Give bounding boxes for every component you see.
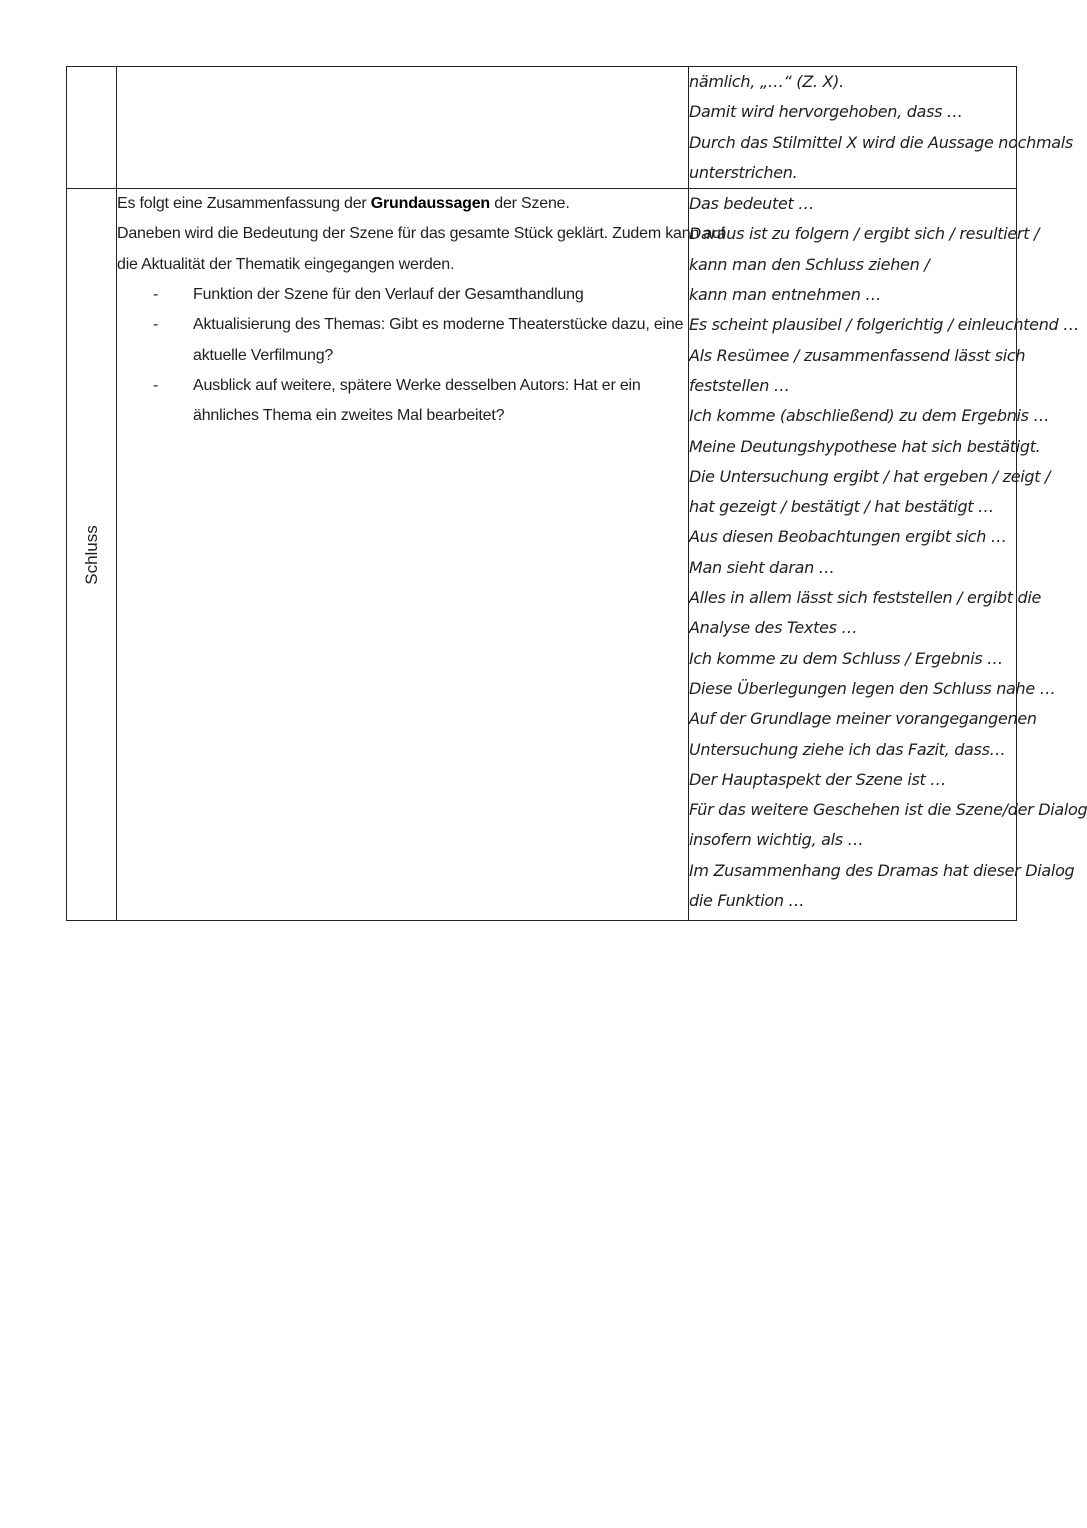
description-cell-empty	[117, 67, 689, 189]
phrase-line: Diese Überlegungen legen den Schluss nahe …	[689, 678, 1056, 698]
phrase-line: kann man den Schluss ziehen /	[689, 254, 930, 274]
phrase-line: insofern wichtig, als …	[689, 830, 864, 850]
list-item-text: Ausblick auf weitere, spätere Werke desselben Autors: Hat er ein ähnliches Thema ein zweites Mal bearbeitet?	[193, 376, 641, 425]
section-label-cell	[67, 189, 117, 921]
intro-text-before: Es folgt eine Zusammenfassung der	[117, 195, 371, 213]
section-label-schluss: Schluss	[81, 524, 101, 585]
phrase-line: die Funktion …	[689, 891, 805, 911]
paragraph-line: die Aktualität der Thematik eingegangen werden.	[117, 255, 455, 273]
phrase-line: kann man entnehmen …	[689, 285, 882, 305]
phrase-line: Daraus ist zu folgern / ergibt sich / resultiert /	[689, 224, 1040, 244]
phrase-line: nämlich, „…“ (Z. X).	[689, 72, 844, 91]
phrase-line: Meine Deutungshypothese hat sich bestätigt.	[689, 436, 1041, 456]
analysis-table	[66, 66, 1087, 921]
keyword-grundaussagen: Grundaussagen	[370, 195, 490, 213]
phrase-line: Die Untersuchung ergibt / hat ergeben / zeigt /	[689, 466, 1051, 486]
phrase-line: Als Resümee / zusammenfassend lässt sich	[689, 345, 1026, 365]
bullet-list	[117, 280, 688, 431]
phrase-line: Damit wird hervorgehoben, dass …	[689, 102, 963, 122]
list-item	[153, 371, 688, 432]
phrase-line: Ich komme zu dem Schluss / Ergebnis …	[689, 648, 1003, 668]
intro-sentence	[117, 189, 688, 219]
paragraph-line: Daneben wird die Bedeutung der Szene für das gesamte Stück geklärt. Zudem kann auf	[117, 225, 725, 243]
phrase-line: Man sieht daran …	[689, 557, 835, 577]
phrase-line: Im Zusammenhang des Dramas hat dieser Dialog	[689, 860, 1075, 880]
phrase-line: Alles in allem lässt sich feststellen / ergibt die	[689, 588, 1042, 608]
phrase-line: Auf der Grundlage meiner vorangegangenen	[689, 709, 1037, 729]
phrase-line: feststellen …	[689, 375, 790, 395]
list-item-text: Funktion der Szene für den Verlauf der Gesamthandlung	[193, 286, 584, 304]
list-item	[153, 280, 688, 310]
table-row-continued	[67, 67, 1017, 189]
phrase-line: hat gezeigt / bestätigt / hat bestätigt …	[689, 497, 994, 517]
phrase-line: Aus diesen Beobachtungen ergibt sich …	[689, 527, 1007, 547]
description-cell	[117, 189, 725, 921]
dash-marker: -	[153, 376, 159, 394]
phrase-line: Der Hauptaspekt der Szene ist …	[689, 769, 946, 789]
dash-marker: -	[153, 316, 159, 334]
phrase-line: unterstrichen.	[689, 162, 798, 182]
phrase-line: Das bedeutet …	[689, 194, 814, 214]
phrase-line: Ich komme (abschließend) zu dem Ergebnis …	[689, 406, 1050, 426]
list-item-text: Aktualisierung des Themas: Gibt es moderne Theaterstücke dazu, eine aktuelle Verfilmung?	[193, 316, 684, 364]
phrase-line: Untersuchung ziehe ich das Fazit, dass…	[689, 739, 1006, 759]
table-row-schluss	[67, 189, 1017, 921]
section-label-cell-empty	[67, 67, 117, 189]
phrase-line: Es scheint plausibel / folgerichtig / einleuchtend …	[689, 315, 1079, 335]
phrases-cell	[689, 189, 1087, 921]
intro-text-after: der Szene.	[490, 195, 570, 213]
dash-marker: -	[153, 286, 159, 304]
phrases-cell-continued	[689, 67, 1073, 189]
phrase-line: Durch das Stilmittel X wird die Aussage nochmals	[689, 132, 1073, 152]
phrase-line: Analyse des Textes …	[689, 618, 858, 638]
phrase-line: Für das weitere Geschehen ist die Szene/der Dialog	[689, 800, 1087, 820]
list-item	[153, 310, 688, 371]
